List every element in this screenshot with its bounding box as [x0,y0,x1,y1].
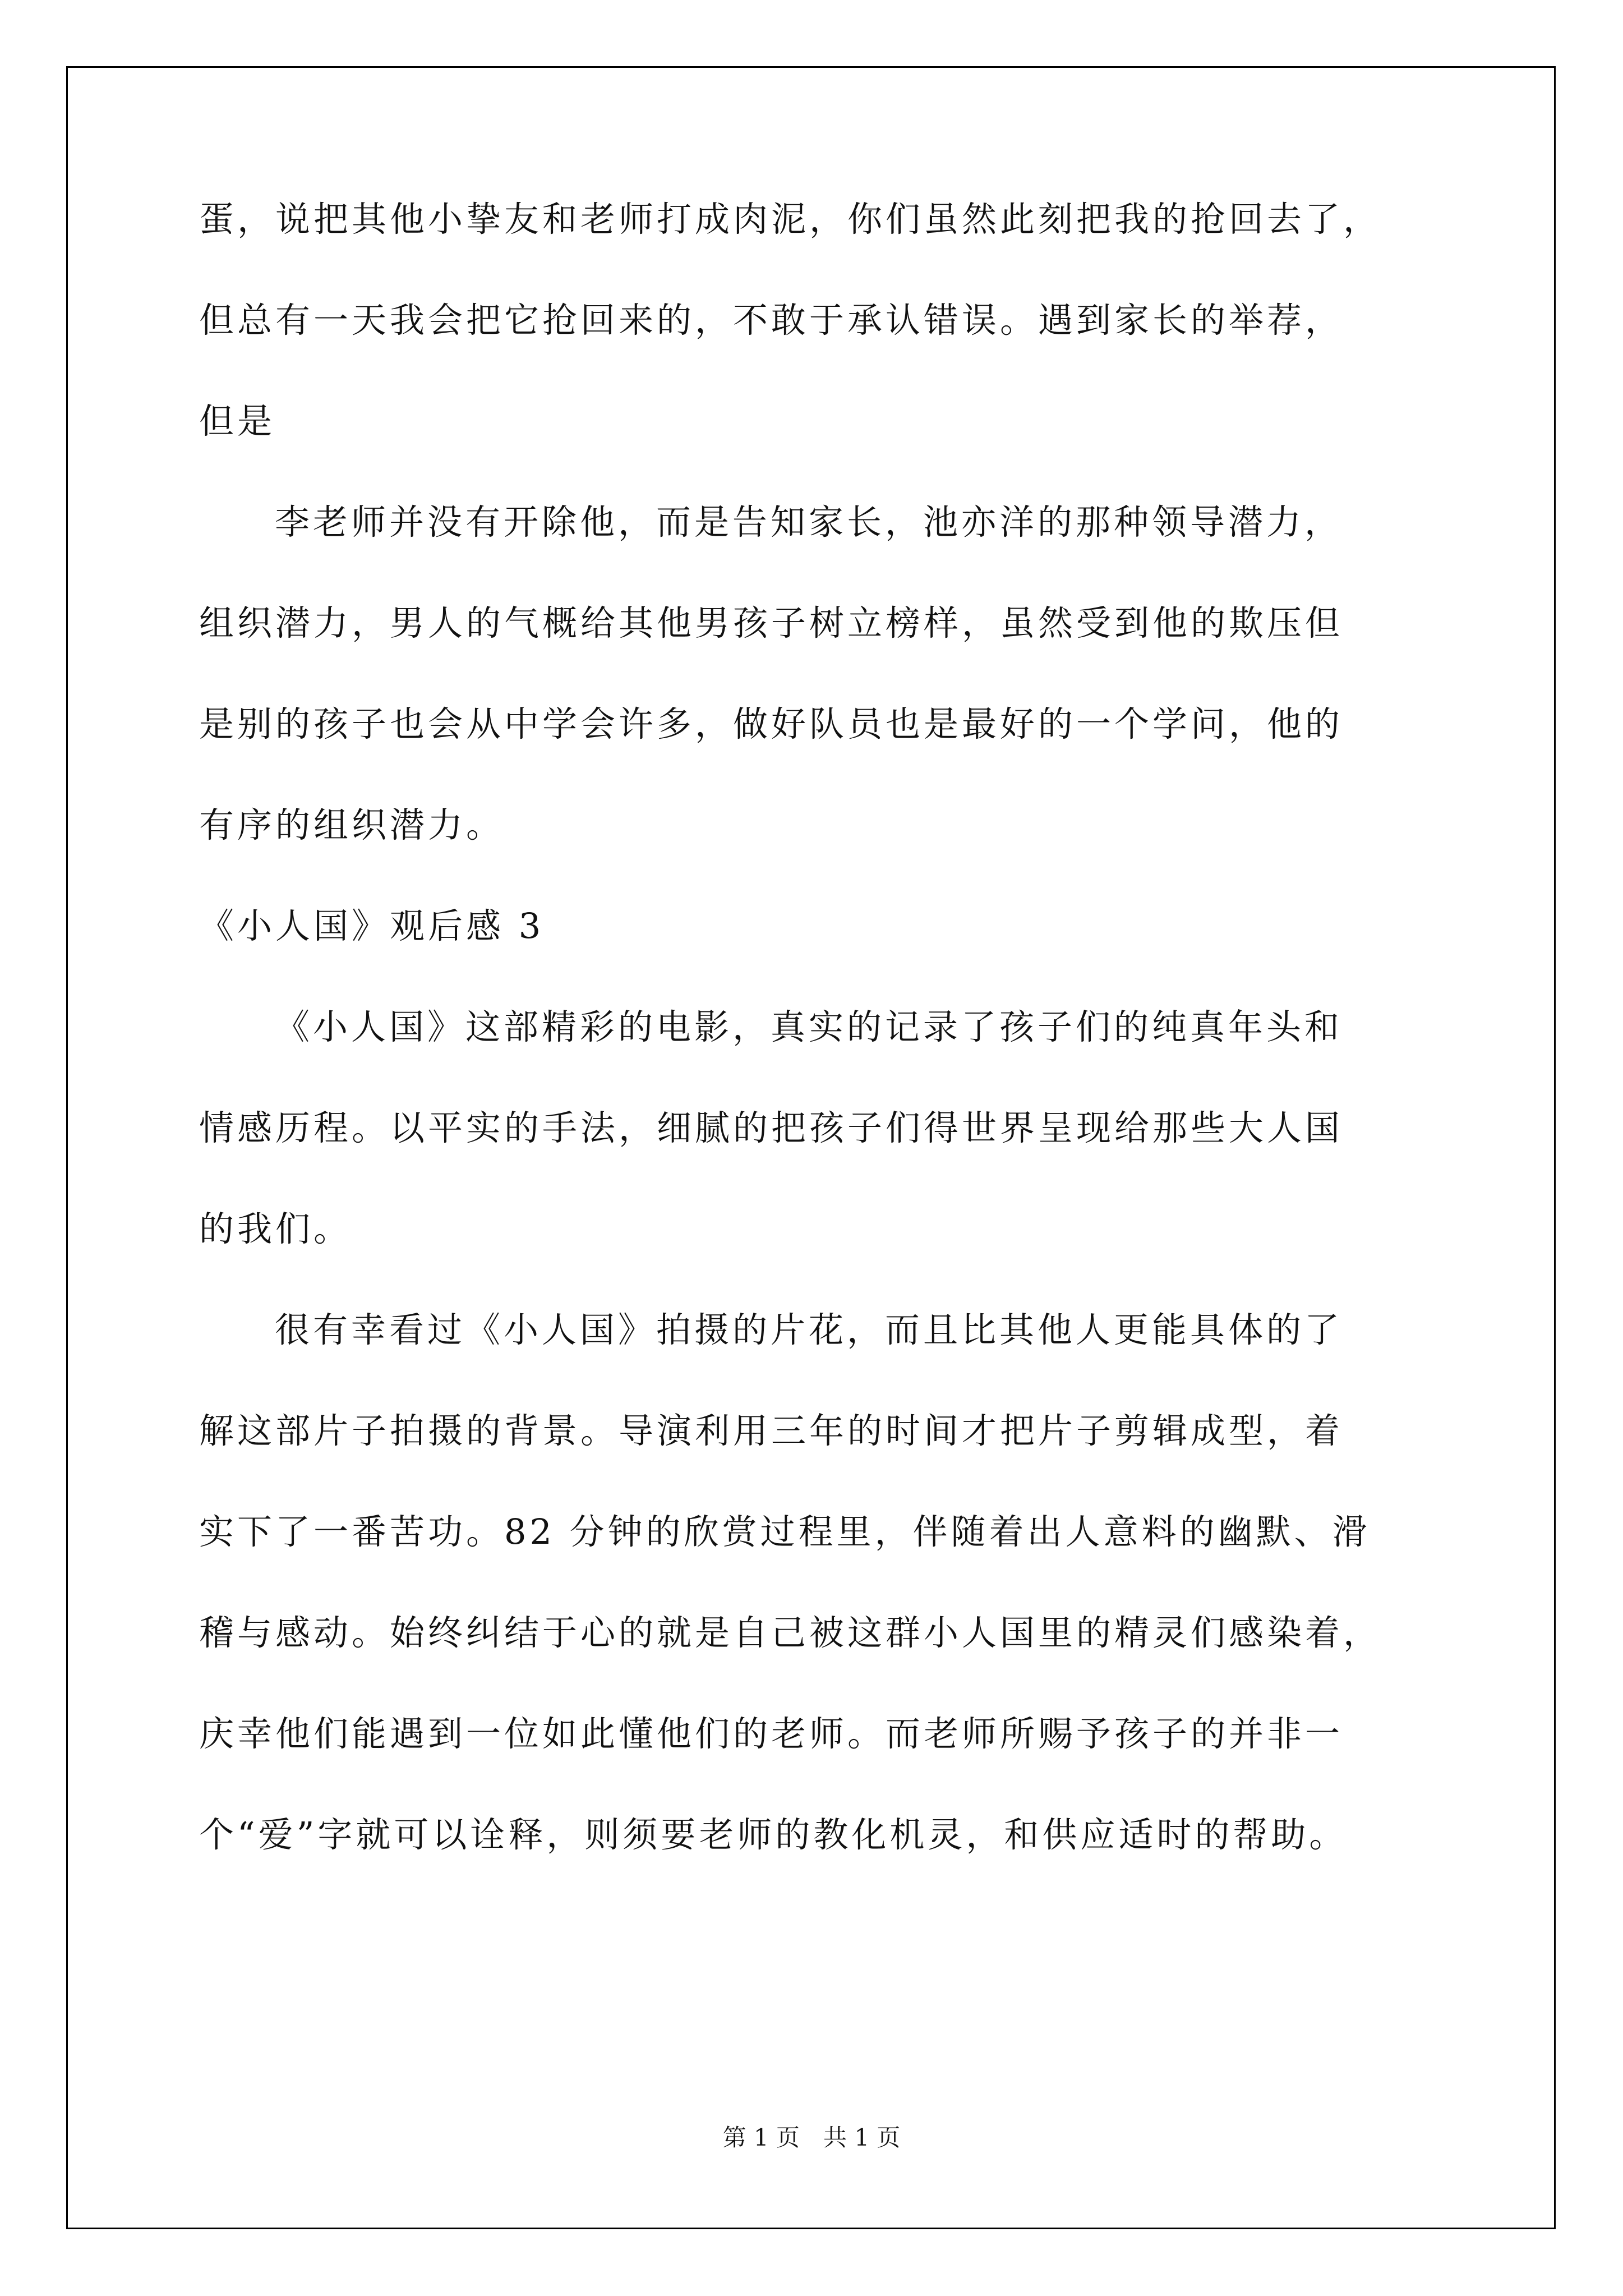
text-line: 组织潜力，男人的气概给其他男孩子树立榜样，虽然受到他的欺压但 [199,602,1344,643]
text-line: 的我们。 [199,1208,352,1249]
text-line: 稽与感动。始终纠结于心的就是自己被这群小人国里的精灵们感染着， [199,1612,1382,1653]
paragraph-first-line: 很有幸看过《小人国》拍摄的片花，而且比其他人更能具体的了 [275,1309,1343,1350]
text-line: 但是 [199,401,276,441]
text-line: 但总有一天我会把它抢回来的，不敢于承认错误。遇到家长的举荐， [199,300,1344,341]
text-line: 有序的组织潜力。 [199,804,505,845]
paragraph-first-line: 《小人国》这部精彩的电影，真实的记录了孩子们的纯真年头和 [275,1006,1343,1047]
text-line: 情感历程。以平实的手法，细腻的把孩子们得世界呈现给那些大人国 [199,1107,1344,1148]
text-line: 庆幸他们能遇到一位如此懂他们的老师。而老师所赐予孩子的并非一 [199,1713,1344,1754]
paragraph-first-line: 李老师并没有开除他，而是告知家长，池亦洋的那种领导潜力， [275,501,1343,542]
text-line: 个“爱”字就可以诠释，则须要老师的教化机灵，和供应适时的帮助。 [199,1814,1348,1855]
text-line: 实下了一番苦功。82 分钟的欣赏过程里，伴随着出人意料的幽默、滑 [199,1511,1371,1552]
section-heading: 《小人国》观后感 3 [199,905,545,946]
text-line: 蛋，说把其他小挚友和老师打成肉泥，你们虽然此刻把我的抢回去了， [199,199,1382,240]
text-line: 是别的孩子也会从中学会许多，做好队员也是最好的一个学问，他的 [199,703,1344,744]
text-line: 解这部片子拍摄的背景。导演利用三年的时间才把片子剪辑成型，着 [199,1410,1344,1451]
page-number-footer: 第 1 页 共 1 页 [722,2124,901,2151]
